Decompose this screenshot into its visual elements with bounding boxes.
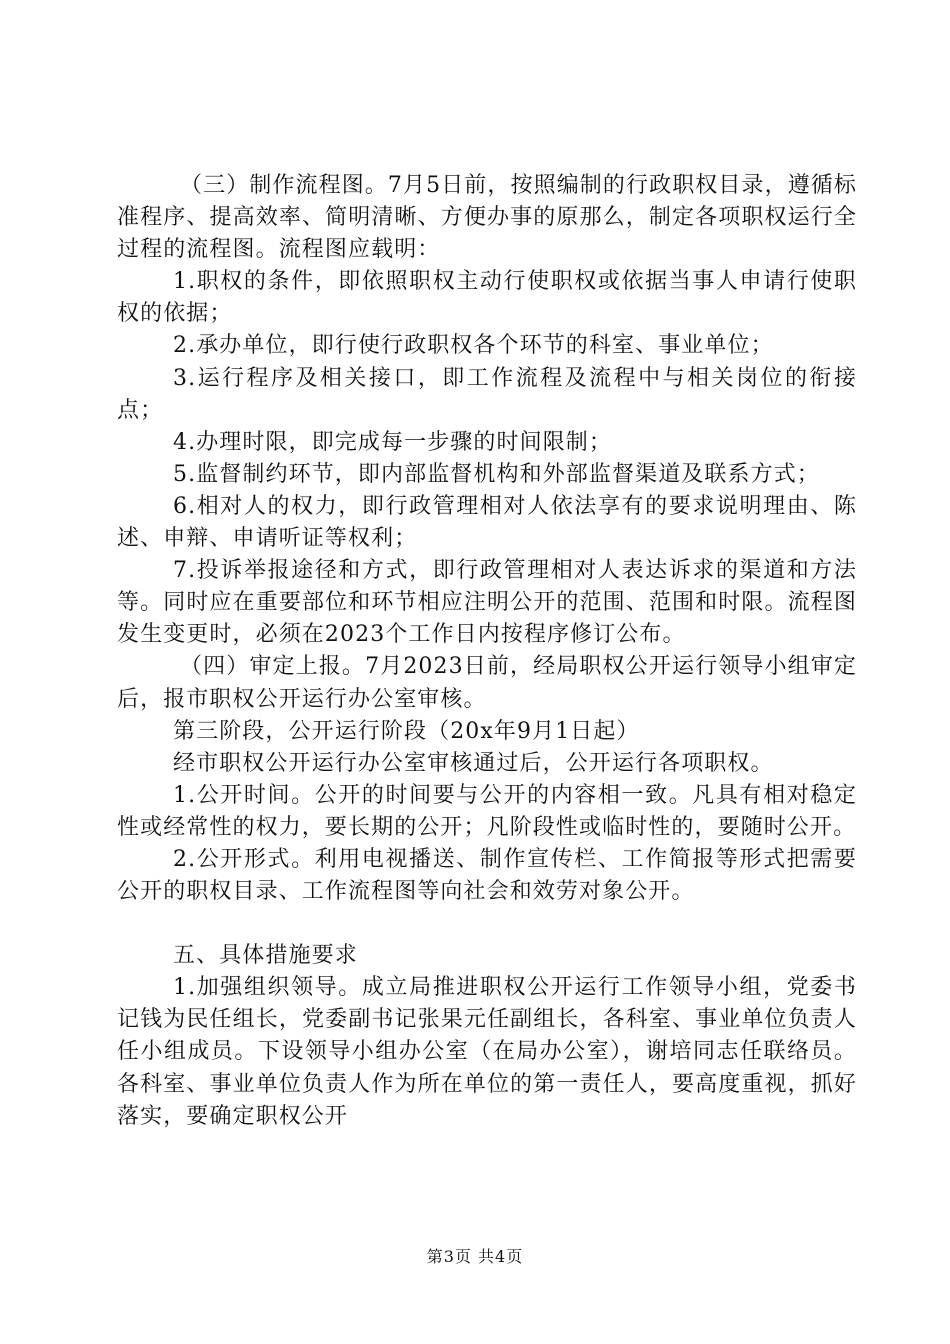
paragraph-item-1: 1.职权的条件，即依照职权主动行使职权或依据当事人申请行使职权的依据； [117,269,857,327]
paragraph-item-4: 4.办理时限，即完成每一步骤的时间限制； [173,429,612,455]
paragraph-stage-three: 第三阶段，公开运行阶段（20x年9月1日起） [173,718,640,744]
document-body [117,170,857,1133]
section-heading-measures: 五、具体措施要求 [173,943,358,969]
paragraph-item-6: 6.相对人的权力，即行政管理相对人依法享有的要求说明理由、陈述、申辩、申请听证等权利； [117,493,857,552]
paragraph-item-5: 5.监督制约环节，即内部监督机构和外部监督渠道及联系方式； [173,461,820,487]
paragraph-item-2: 2.承办单位，即行使行政职权各个环节的科室、事业单位； [173,333,774,359]
paragraph-public-form: 2.公开形式。利用电视播送、制作宣传栏、工作简报等形式把需要公开的职权目录、工作流程图等向社会和效劳对象公开。 [117,846,857,905]
page-footer: 第3页 共4页 [426,1247,524,1266]
section-gap [117,908,857,940]
paragraph-item-3: 3.运行程序及相关接口，即工作流程及流程中与相关岗位的衔接点； [117,365,857,423]
paragraph-review: （四）审定上报。7月2023日前，经局职权公开运行领导小组审定后，报市职权公开运行办公室审核。 [117,654,857,712]
paragraph-public-time: 1.公开时间。公开的时间要与公开的内容相一致。凡具有相对稳定性或经常性的权力，要长期的公开；凡阶段性或临时性的，要随时公开。 [117,782,857,840]
paragraph-approval: 经市职权公开运行办公室审核通过后，公开运行各项职权。 [173,750,774,776]
paragraph-item-7: 7.投诉举报途径和方式，即行政管理相对人表达诉求的渠道和方法等。同时应在重要部位和环节相应注明公开的范围、范围和时限。流程图发生变更时，必须在2023个工作日内按程序修订公布。 [117,558,857,648]
paragraph-organization: 1.加强组织领导。成立局推进职权公开运行工作领导小组，党委书记钱为民任组长，党委副书记张果元任副组长，各科室、事业单位负责人任小组成员。下设领导小组办公室（在局办公室），谢培同志任联络员。各科室、事业单位负责人作为所在单位的第一责任人，要高度重视，抓好落实，要确定职权公开 [117,975,857,1129]
paragraph-flowchart: （三）制作流程图。7月5日前，按照编制的行政职权目录，遵循标准程序、提高效率、简明清晰、方便办事的原那么，制定各项职权运行全过程的流程图。流程图应载明： [117,173,857,263]
